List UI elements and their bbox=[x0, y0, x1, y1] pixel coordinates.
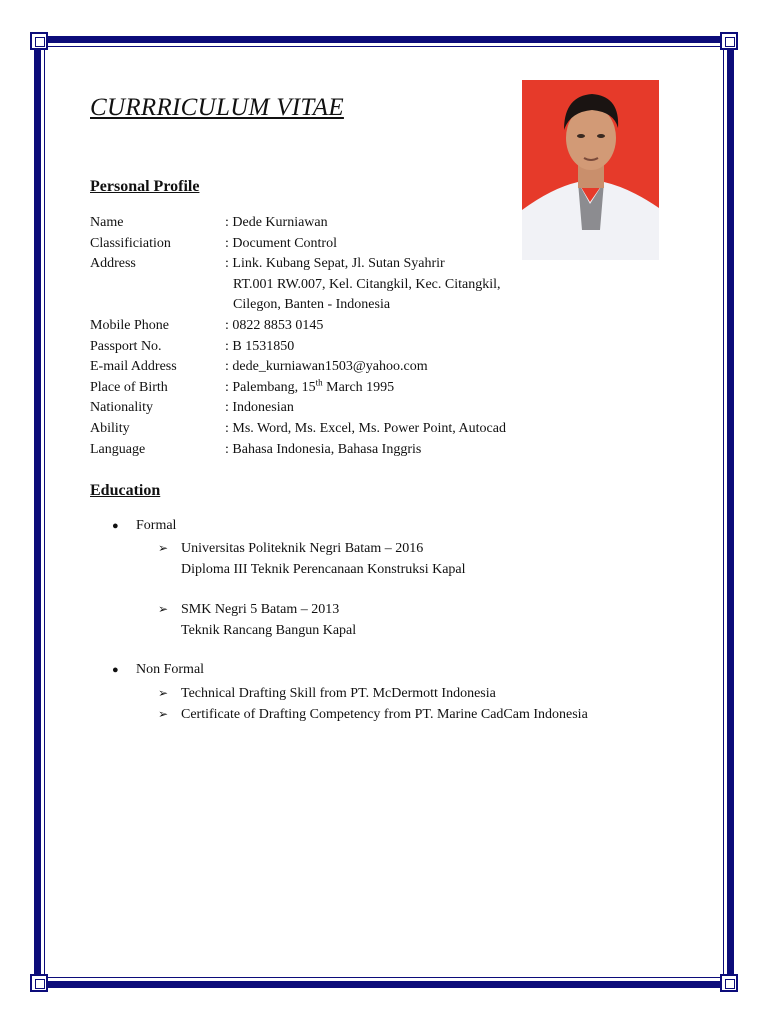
formal-item bbox=[158, 599, 356, 641]
formal-item-line1: Universitas Politeknik Negri Batam – 2016 bbox=[181, 541, 424, 556]
profile-row-name bbox=[90, 213, 506, 234]
profile-label: E-mail Address bbox=[90, 359, 177, 375]
document-title: CURRRICULUM VITAE bbox=[90, 94, 344, 121]
address-continuation: Cilegon, Banten - Indonesia bbox=[233, 297, 391, 313]
profile-value: : Link. Kubang Sepat, Jl. Sutan Syahrir bbox=[225, 256, 445, 272]
profile-row-email bbox=[90, 357, 506, 378]
profile-row-language bbox=[90, 440, 506, 461]
arrow-bullet-icon: ➢ bbox=[158, 707, 169, 721]
profile-label: Address bbox=[90, 256, 136, 272]
formal-label: Formal bbox=[136, 518, 177, 533]
birth-value-suffix: th bbox=[315, 377, 323, 388]
profile-row-ability bbox=[90, 419, 506, 440]
profile-value: : Bahasa Indonesia, Bahasa Inggris bbox=[225, 441, 422, 457]
address-continuation: RT.001 RW.007, Kel. Citangkil, Kec. Citangkil, bbox=[233, 276, 501, 292]
profile-photo bbox=[522, 80, 659, 260]
nonformal-item bbox=[158, 704, 588, 726]
profile-value: : B 1531850 bbox=[225, 338, 295, 354]
arrow-bullet-icon: ➢ bbox=[158, 602, 169, 616]
profile-row-mobile-phone bbox=[90, 316, 506, 337]
corner-ornament-bottom-left bbox=[30, 974, 48, 992]
education-heading: Education bbox=[90, 482, 161, 499]
profile-label: Classificiation bbox=[90, 235, 171, 251]
profile-label: Name bbox=[90, 215, 124, 230]
corner-ornament-top-right bbox=[720, 32, 738, 50]
profile-label: Ability bbox=[90, 420, 130, 436]
corner-ornament-bottom-right bbox=[720, 974, 738, 992]
formal-item-line2: Teknik Rancang Bangun Kapal bbox=[181, 622, 357, 638]
nonformal-item bbox=[158, 683, 496, 705]
nonformal-label: Non Formal bbox=[136, 662, 205, 677]
profile-value: : 0822 8853 0145 bbox=[225, 317, 324, 333]
birth-value-post: March 1995 bbox=[322, 379, 395, 395]
personal-profile-heading: Personal Profile bbox=[90, 178, 200, 195]
portrait-image bbox=[522, 80, 659, 260]
formal-item-line1: SMK Negri 5 Batam – 2013 bbox=[181, 602, 340, 617]
profile-row-passport bbox=[90, 337, 506, 358]
formal-item bbox=[158, 538, 466, 580]
profile-value: : dede_kurniawan1503@yahoo.com bbox=[225, 359, 428, 375]
profile-row-classification bbox=[90, 234, 506, 255]
profile-row-nationality bbox=[90, 398, 506, 419]
profile-value: : Document Control bbox=[225, 235, 337, 251]
corner-ornament-top-left bbox=[30, 32, 48, 50]
profile-value: : Dede Kurniawan bbox=[225, 215, 328, 230]
profile-label: Place of Birth bbox=[90, 379, 168, 395]
profile-label: Passport No. bbox=[90, 338, 162, 354]
birth-value-pre: : Palembang, 15 bbox=[225, 379, 316, 395]
nonformal-bullet bbox=[112, 662, 204, 678]
profile-value: : Ms. Word, Ms. Excel, Ms. Power Point, Autocad bbox=[225, 420, 506, 436]
profile-row-address bbox=[90, 254, 506, 275]
profile-label: Mobile Phone bbox=[90, 317, 169, 333]
arrow-bullet-icon: ➢ bbox=[158, 541, 169, 555]
arrow-bullet-icon: ➢ bbox=[158, 686, 169, 700]
nonformal-item-text: Technical Drafting Skill from PT. McDermott Indonesia bbox=[181, 686, 496, 701]
nonformal-item-text: Certificate of Drafting Competency from PT. Marine CadCam Indonesia bbox=[181, 707, 588, 722]
formal-bullet bbox=[112, 518, 176, 534]
profile-value: : Indonesian bbox=[225, 400, 294, 416]
profile-row-place-of-birth bbox=[90, 378, 506, 399]
formal-item-line2: Diploma III Teknik Perencanaan Konstruksi Kapal bbox=[181, 561, 466, 577]
personal-profile-table bbox=[90, 213, 506, 460]
bullet-icon: ● bbox=[112, 520, 119, 532]
bullet-icon: ● bbox=[112, 664, 119, 676]
profile-label: Language bbox=[90, 441, 146, 457]
profile-label: Nationality bbox=[90, 400, 153, 416]
profile-value bbox=[225, 378, 394, 399]
